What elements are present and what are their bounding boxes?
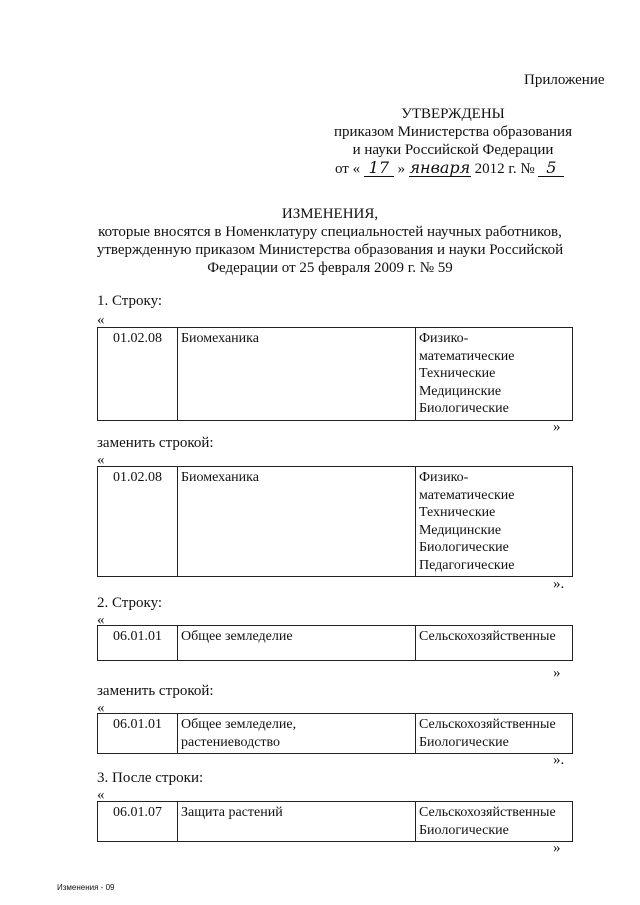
cell-line: Педагогические: [419, 557, 515, 573]
specialty-name: [178, 626, 416, 661]
specialty-name: [178, 328, 416, 421]
cell-line: Сельскохозяйственные: [419, 717, 556, 732]
appendix-label: Приложение: [524, 72, 605, 88]
approved-heading: УТВЕРЖДЕНЫ: [401, 106, 505, 122]
close-quote-dot: ».: [553, 576, 565, 592]
replace-label: заменить строкой:: [97, 435, 214, 451]
cell-line: Общее земледелие,: [181, 717, 297, 732]
specialty-code: 01.02.08: [98, 467, 178, 577]
cell-line: математические: [419, 348, 515, 364]
section-3-row: [97, 801, 573, 842]
science-fields: [416, 626, 573, 661]
date-month-handwritten: января: [409, 158, 471, 177]
open-quote: «: [97, 700, 105, 716]
section-2-old-row: [97, 625, 573, 661]
page-footer-label: Изменения - 09: [57, 883, 115, 892]
cell-line: Сельскохозяйственные: [419, 805, 556, 820]
cell-line: Биологические: [419, 540, 509, 555]
section-1-old-row: [97, 327, 573, 421]
section-1-new-row: [97, 466, 573, 577]
cell-line: Медицинские: [419, 383, 502, 399]
cell-line: растениеводство: [181, 734, 281, 750]
cell-line: Биологические: [419, 401, 509, 416]
section-3-label: 3. После строки:: [97, 770, 204, 786]
cell-line: Технические: [419, 505, 496, 520]
science-fields: [416, 467, 573, 577]
cell-line: Биологические: [419, 822, 509, 838]
section-1-label: 1. Строку:: [97, 293, 163, 309]
document-title: ИЗМЕНЕНИЯ,: [281, 206, 379, 222]
section-2-label: 2. Строку:: [97, 595, 163, 611]
cell-line: Физико-: [419, 470, 469, 485]
cell-line: Технические: [419, 366, 496, 381]
title-line-3: Федерации от 25 февраля 2009 г. № 59: [207, 260, 453, 276]
cell-line: Защита растений: [181, 805, 283, 820]
science-fields: [416, 714, 573, 754]
cell-line: Медицинские: [419, 522, 502, 538]
close-quote: »: [553, 665, 561, 681]
specialty-code: 01.02.08: [98, 328, 178, 421]
approved-by-line2: и науки Российской Федерации: [352, 142, 554, 158]
cell-line: Сельскохозяйственные: [419, 629, 556, 644]
cell-line: Общее земледелие: [181, 629, 293, 644]
science-fields: [416, 802, 573, 842]
close-quote: »: [553, 840, 561, 856]
replace-label: заменить строкой:: [97, 683, 214, 699]
specialty-code: 06.01.07: [98, 802, 178, 842]
title-line-2: утвержденную приказом Министерства образования и науки Российской: [96, 242, 564, 258]
cell-line: Биомеханика: [181, 470, 259, 485]
specialty-name: [178, 467, 416, 577]
close-quote: »: [553, 419, 561, 435]
specialty-code: 06.01.01: [98, 714, 178, 754]
order-number-handwritten: 5: [538, 160, 564, 177]
date-prefix: от «: [335, 161, 361, 177]
cell-line: Биологические: [419, 734, 509, 750]
open-quote: «: [97, 312, 105, 328]
specialty-code: 06.01.01: [98, 626, 178, 661]
section-2-new-row: [97, 713, 573, 754]
science-fields: [416, 328, 573, 421]
date-year: 2012 г. №: [474, 161, 535, 177]
date-day-handwritten: 17: [364, 160, 394, 177]
approved-by-line1: приказом Министерства образования: [334, 124, 572, 140]
title-line-1: которые вносятся в Номенклатуру специальностей научных работников,: [98, 224, 562, 240]
close-quote-dot: ».: [553, 752, 565, 768]
date-mid: »: [397, 161, 406, 177]
open-quote: «: [97, 787, 105, 803]
specialty-name: [178, 714, 416, 754]
open-quote: «: [97, 612, 105, 628]
cell-line: Биомеханика: [181, 331, 259, 346]
specialty-name: [178, 802, 416, 842]
approval-date: [335, 160, 564, 178]
cell-line: математические: [419, 487, 515, 503]
open-quote: «: [97, 452, 105, 468]
cell-line: Физико-: [419, 331, 469, 346]
